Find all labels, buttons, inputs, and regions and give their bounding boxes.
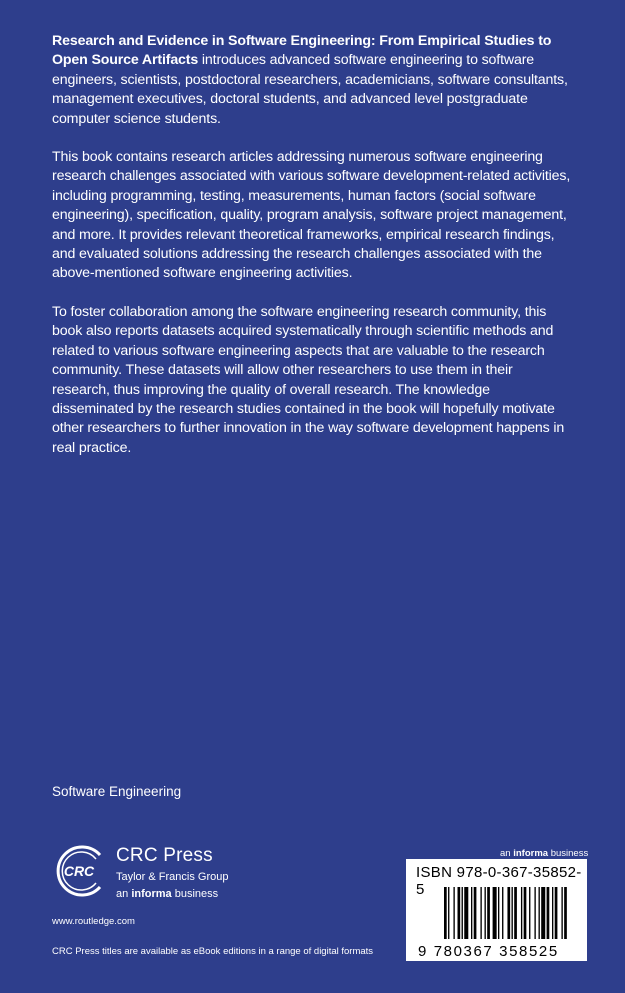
barcode-bar [462,887,463,939]
barcode-bar [448,887,449,939]
barcode-bar [464,887,468,939]
publisher-block [52,843,352,933]
barcode-bar [561,887,562,939]
publisher-informa-line: an informa business [116,888,219,900]
barcode-bar [507,887,510,939]
book-description [52,32,572,477]
barcode-bar [493,887,497,939]
barcode-bar [453,887,454,939]
blurb-intro-text: introduces advanced software engineering to software engineers, scientists, postdoctoral researchers, academicians, software consultants, management executives, doctoral students, and advanced level postgraduate computer science students. [52,52,568,127]
barcode-icon [406,859,587,961]
barcode-bar [487,887,490,939]
crc-logo-text: CRC [63,863,95,879]
ebook-availability-note: CRC Press titles are available as eBook editions in a range of digital formats [52,946,374,957]
barcode-bar [458,887,461,939]
informa-business-tag: an informa business [500,848,589,859]
barcode-bar [529,887,530,939]
barcode-bar [524,887,527,939]
barcode-bar [512,887,513,939]
barcode-bar [514,887,517,939]
barcode-bar [541,887,545,939]
barcode-bar [444,887,447,939]
barcode-digits: 9 780367 358525 [418,943,559,960]
barcode-bar [547,887,550,939]
barcode-bar [564,887,567,939]
publisher-website: www.routledge.com [52,916,135,927]
barcode-bar [480,887,481,939]
barcode-bar [498,887,499,939]
subject-category: Software Engineering [52,784,182,799]
isbn-number: ISBN 978-0-367-35852-5 [416,864,582,898]
barcode-bar [502,887,503,939]
isbn-barcode-box [406,859,587,961]
blurb-paragraph-3: To foster collaboration among the software engineering research community, this book also reports datasets acquired systematically through scientific methods and related to various software engineering aspects that are valuable to the research community. These datasets will allow other researchers to use them in their research, thus improving the quality of overall research. The knowledge disseminated by the research studies contained in the book will hopefully motivate other researchers to further innovation in the way software development happens in real practice. [52,303,565,456]
book-title: Research and Evidence in Software Engineering: From Empirical Studies to Open Source Artifacts [52,33,552,69]
barcode-bar [534,887,535,939]
blurb-paragraph-1 [52,32,572,129]
barcode-bar [552,887,553,939]
barcode-bar [539,887,540,939]
barcode-bar [521,887,522,939]
barcode-bar [485,887,486,939]
publisher-group: Taylor & Francis Group [116,871,229,883]
barcode-bar [555,887,558,939]
blurb-paragraph-2: This book contains research articles addressing numerous software engineering research challenges associated with various software development-related activities, including programming, testing, measurements, human factors (social software engineering), specification, quality, program analysis, software project management, and more. It provides relevant theoretical frameworks, empirical research findings, and evaluated solutions addressing the research challenges associated with the above-mentioned software engineering activities. [52,149,571,282]
barcode-bar [474,887,477,939]
crc-press-logo-icon [52,843,108,899]
barcode-bar [471,887,472,939]
publisher-name: CRC Press [116,845,213,866]
